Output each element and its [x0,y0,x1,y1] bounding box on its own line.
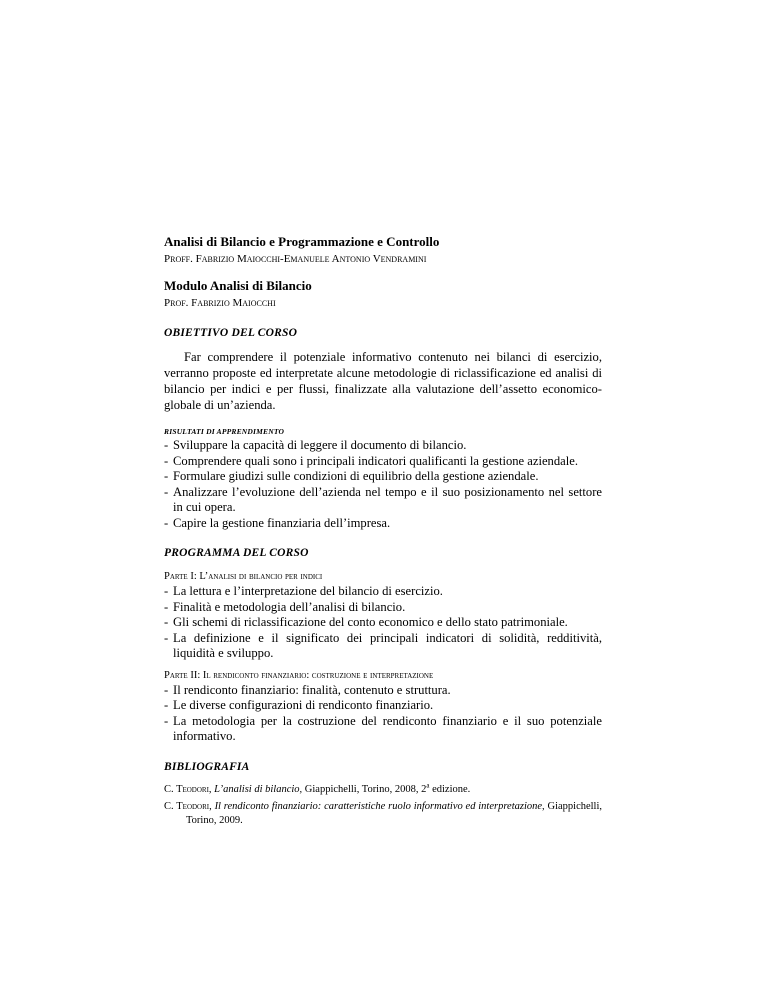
bibliography-tail: edizione. [429,783,471,795]
list-item: - Sviluppare la capacità di leggere il documento di bilancio. [164,438,602,454]
bibliography-details: Giappichelli, Torino, 2009. [186,800,603,826]
part-one-list [164,584,602,662]
list-item: - Capire la gestione finanziaria dell’impresa. [164,516,602,532]
list-item: - La lettura e l’interpretazione del bilancio di esercizio. [164,584,602,600]
bibliography-details: Giappichelli, Torino, 2008, 2 [302,783,427,795]
bibliography-list [164,783,602,828]
part-two-heading: Parte II: Il rendiconto finanziario: costruzione e interpretazione [164,669,434,681]
bibliography-entry [164,800,602,828]
module-professor: Prof. Fabrizio Maiocchi [164,297,276,309]
part-one-heading: Parte I: L’analisi di bilancio per indici [164,571,323,582]
bibliography-entry [164,783,602,797]
course-professors: Proff. Fabrizio Maiocchi-Emanuele Antonio Vendramini [164,253,427,265]
list-item: - Il rendiconto finanziario: finalità, contenuto e struttura. [164,683,602,699]
list-item: - Finalità e metodologia dell’analisi di bilancio. [164,600,602,616]
program-heading: PROGRAMMA DEL CORSO [164,547,309,559]
list-item: - La metodologia per la costruzione del rendiconto finanziario e il suo potenziale informativo. [164,714,602,745]
bibliography-author: C. Teodori, [164,800,212,812]
part-two-list [164,683,602,745]
course-title: Analisi di Bilancio e Programmazione e Controllo [164,234,440,249]
bibliography-author: C. Teodori, [164,783,212,795]
objective-heading: OBIETTIVO DEL CORSO [164,327,298,339]
bibliography-heading: BIBLIOGRAFIA [164,760,250,773]
list-item: - Analizzare l’evoluzione dell’azienda nel tempo e il suo posizionamento nel settore in cui opera. [164,485,602,516]
list-item: - Gli schemi di riclassificazione del conto economico e dello stato patrimoniale. [164,615,602,631]
outcomes-heading: RISULTATI DI APPRENDIMENTO [164,427,285,436]
module-title: Modulo Analisi di Bilancio [164,278,312,293]
list-item: - Le diverse configurazioni di rendiconto finanziario. [164,698,602,714]
list-item: - Formulare giudizi sulle condizioni di equilibrio della gestione aziendale. [164,469,602,485]
outcomes-list [164,438,602,531]
bibliography-title: L’analisi di bilancio, [214,783,303,795]
course-page [164,234,602,828]
list-item: - Comprendere quali sono i principali indicatori qualificanti la gestione aziendale. [164,454,602,470]
bibliography-superscript: a [426,781,430,789]
objective-text: Far comprendere il potenziale informativo contenuto nei bilanci di esercizio, verranno proposte ed interpretate alcune metodologie di riclassificazione ed analisi di bilancio per indici e per flussi, finalizzate alla valutazione dell’assetto economico-globale di un’azienda. [164,350,602,412]
list-item: - La definizione e il significato dei principali indicatori di solidità, redditività, liquidità e sviluppo. [164,631,602,662]
bibliography-title: Il rendiconto finanziario: caratteristiche ruolo informativo ed interpretazione, [214,800,545,812]
